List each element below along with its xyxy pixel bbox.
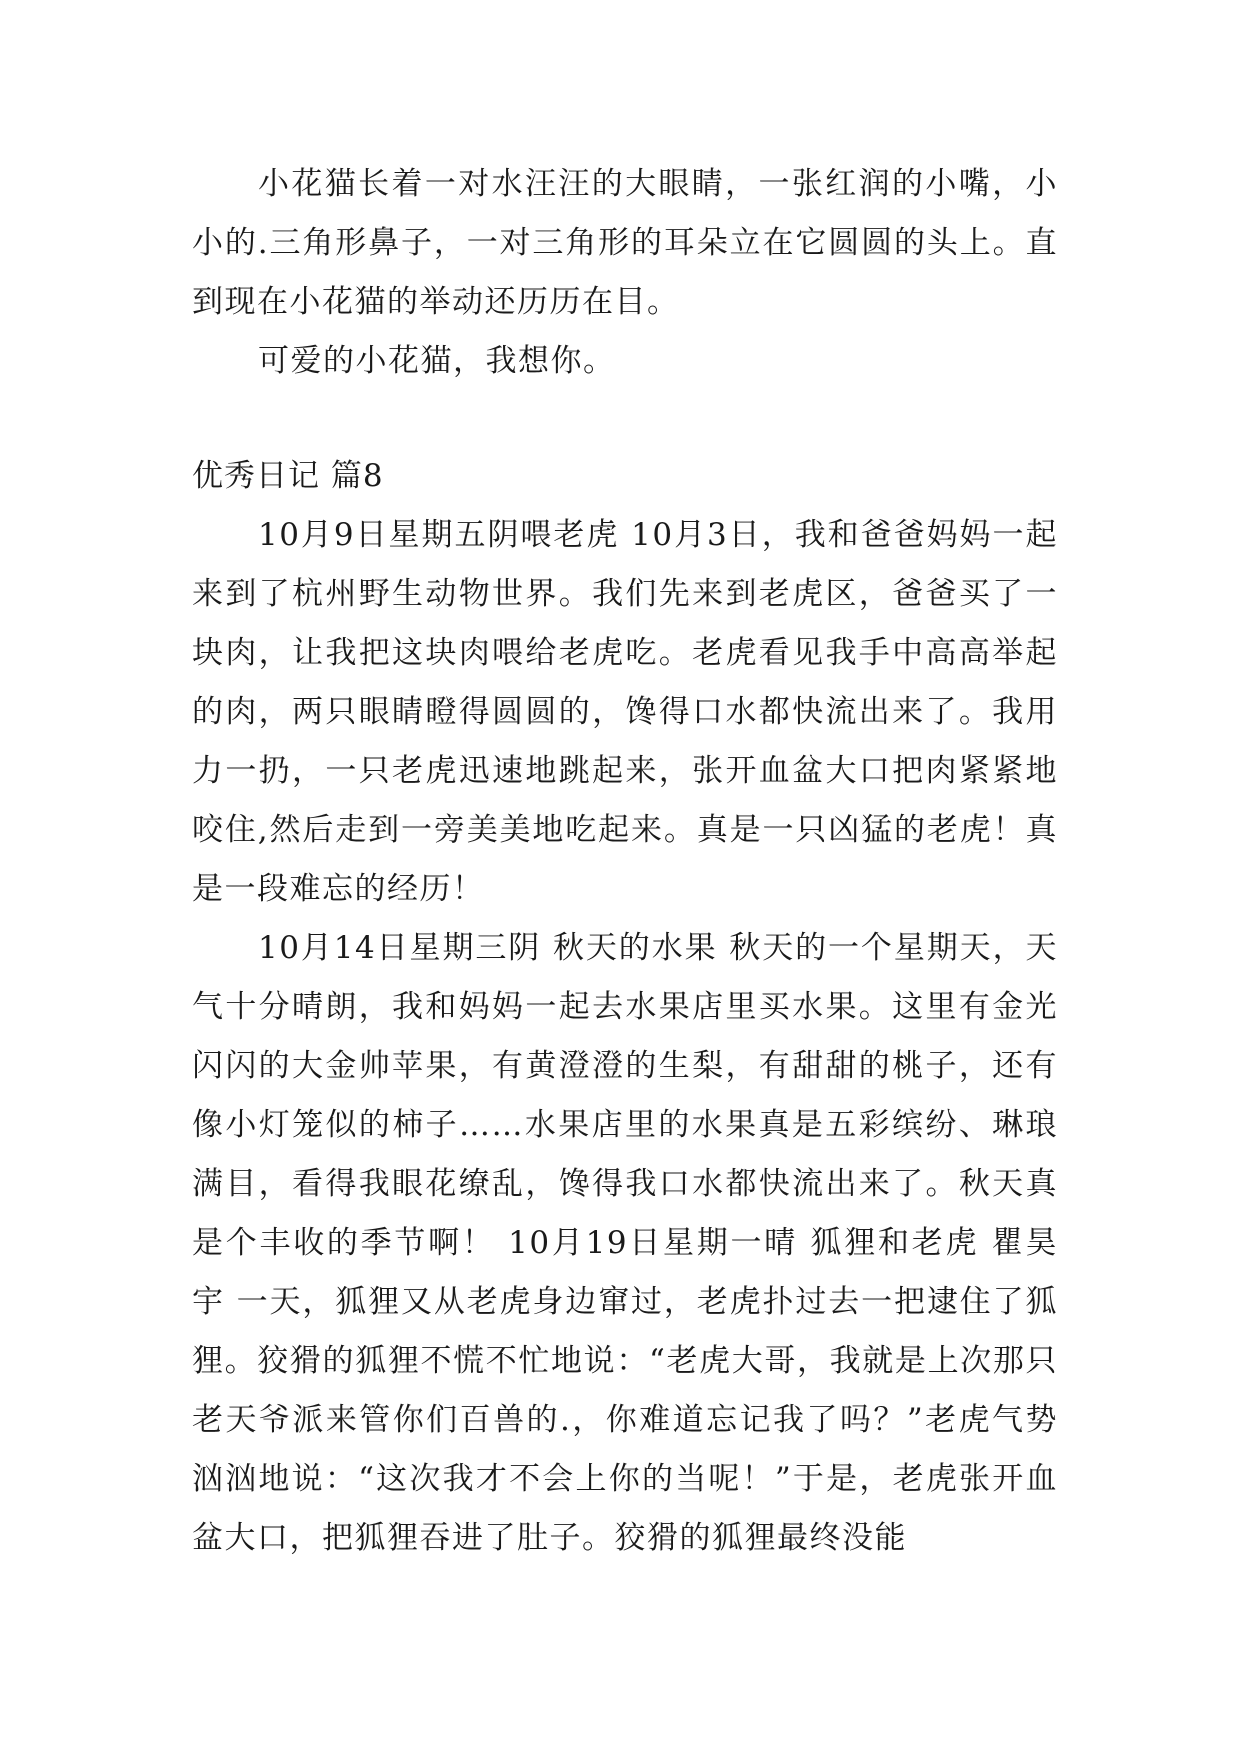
paragraph-cat-description: 小花猫长着一对水汪汪的大眼睛，一张红润的小嘴，小小的.三角形鼻子，一对三角形的耳朵立在它圆圆的头上。直到现在小花猫的举动还历历在目。 xyxy=(192,166,1058,320)
section-spacer xyxy=(192,391,1058,447)
section-heading: 优秀日记 篇8 xyxy=(192,458,384,494)
document-body xyxy=(192,155,1058,1568)
paragraph-diary-tiger: 10月9日星期五阴喂老虎 10月3日，我和爸爸妈妈一起来到了杭州野生动物世界。我们先来到老虎区，爸爸买了一块肉，让我把这块肉喂给老虎吃。老虎看见我手中高高举起的肉，两只眼睛瞪得圆圆的，馋得口水都快流出来了。我用力一扔，一只老虎迅速地跳起来，张开血盆大口把肉紧紧地咬住,然后走到一旁美美地吃起来。真是一只凶猛的老虎！真是一段难忘的经历！ xyxy=(192,517,1058,907)
paragraph-miss-cat: 可爱的小花猫，我想你。 xyxy=(258,343,616,379)
paragraph-diary-fruit-fox: 10月14日星期三阴 秋天的水果 秋天的一个星期天，天气十分晴朗，我和妈妈一起去水果店里买水果。这里有金光闪闪的大金帅苹果，有黄澄澄的生梨，有甜甜的桃子，还有像小灯笼似的柿子……水果店里的水果真是五彩缤纷、琳琅满目，看得我眼花缭乱，馋得我口水都快流出来了。秋天真是个丰收的季节啊！ 10月19日星期一晴 狐狸和老虎 瞿昊宇 一天，狐狸又从老虎身边窜过，老虎扑过去一把逮住了狐狸。狡猾的狐狸不慌不忙地说：“老虎大哥，我就是上次那只老天爷派来管你们百兽的.，你难道忘记我了吗？”老虎气势汹汹地说：“这次我才不会上你的当呢！”于是，老虎张开血盆大口，把狐狸吞进了肚子。狡猾的狐狸最终没能 xyxy=(192,930,1058,1556)
